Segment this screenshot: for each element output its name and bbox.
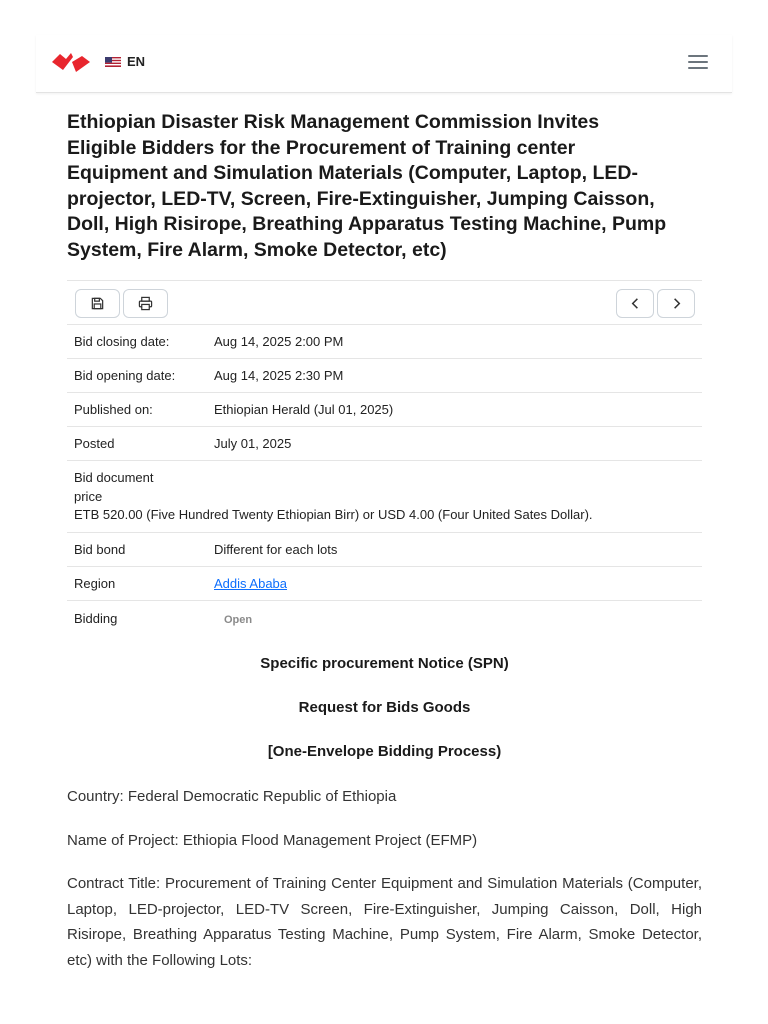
opening-date-value: Aug 14, 2025 2:30 PM <box>214 368 344 383</box>
save-icon <box>90 296 105 311</box>
bid-bond-label: Bid bond <box>74 542 126 557</box>
detail-row-published <box>67 393 702 427</box>
chevron-right-icon <box>669 296 684 311</box>
notice-heading-request: Request for Bids Goods <box>298 699 471 716</box>
published-label: Published on: <box>74 402 153 417</box>
previous-button[interactable] <box>616 289 654 318</box>
notice-heading-process: [One-Envelope Bidding Process) <box>267 743 502 760</box>
tender-toolbar <box>67 280 702 325</box>
language-label: EN <box>127 54 146 69</box>
tender-details-table <box>67 325 702 635</box>
detail-row-document-price <box>67 461 702 533</box>
closing-date-value: Aug 14, 2025 2:00 PM <box>214 334 344 349</box>
hamburger-menu-icon[interactable] <box>688 55 708 71</box>
region-label: Region <box>74 576 116 591</box>
posted-label: Posted <box>74 436 115 451</box>
print-icon <box>138 296 153 311</box>
page-title: Ethiopian Disaster Risk Management Commission Invites Eligible Bidders for the Procurement of Training center Equipment and Simulation Materials (Computer, Laptop, LED-projector, LED-TV, Screen, Fire-Extinguisher, Jumping Caisson, Doll, High Risirope, Breathing Apparatus Testing Machine, Pump System, Fire Alarm, Smoke Detector, etc) <box>67 111 667 261</box>
country-paragraph: Country: Federal Democratic Republic of Ethiopia <box>67 788 397 805</box>
published-value: Ethiopian Herald (Jul 01, 2025) <box>214 402 394 417</box>
detail-row-opening-date <box>67 359 702 393</box>
chevron-left-icon <box>628 296 643 311</box>
detail-row-bid-bond <box>67 533 702 567</box>
language-selector[interactable] <box>105 54 145 69</box>
contract-paragraph: Contract Title: Procurement of Training Center Equipment and Simulation Materials (Computer, Laptop, LED-projector, LED-TV Screen, Fire-Extinguisher, Jumping Caisson, Doll, High Risirope, Breathing Apparatus Testing Machine, Pump System, Fire Alarm, Smoke Detector, etc) with the Following Lots: <box>67 875 702 969</box>
top-navbar <box>36 35 732 93</box>
detail-row-posted <box>67 427 702 461</box>
detail-row-region <box>67 567 702 601</box>
bidding-label: Bidding <box>74 610 118 626</box>
bid-bond-value: Different for each lots <box>214 542 338 557</box>
detail-row-bidding <box>67 601 702 635</box>
detail-row-closing-date <box>67 325 702 359</box>
closing-date-label: Bid closing date: <box>74 334 170 349</box>
notice-body <box>67 652 702 991</box>
brand-logo-icon[interactable] <box>50 50 92 76</box>
project-paragraph: Name of Project: Ethiopia Flood Management Project (EFMP) <box>67 831 478 849</box>
save-button[interactable] <box>75 289 120 318</box>
next-button[interactable] <box>657 289 695 318</box>
opening-date-label: Bid opening date: <box>74 368 176 383</box>
posted-value: July 01, 2025 <box>214 436 292 451</box>
document-price-label: Bid document price <box>74 470 154 504</box>
notice-heading-spn: Specific procurement Notice (SPN) <box>260 655 509 672</box>
print-button[interactable] <box>123 289 168 318</box>
bidding-status-badge: Open <box>224 613 253 626</box>
region-link[interactable]: Addis Ababa <box>214 576 288 591</box>
document-price-value: ETB 520.00 (Five Hundred Twenty Ethiopian Birr) or USD 4.00 (Four United Sates Dollar). <box>74 507 593 522</box>
us-flag-icon <box>105 57 121 67</box>
